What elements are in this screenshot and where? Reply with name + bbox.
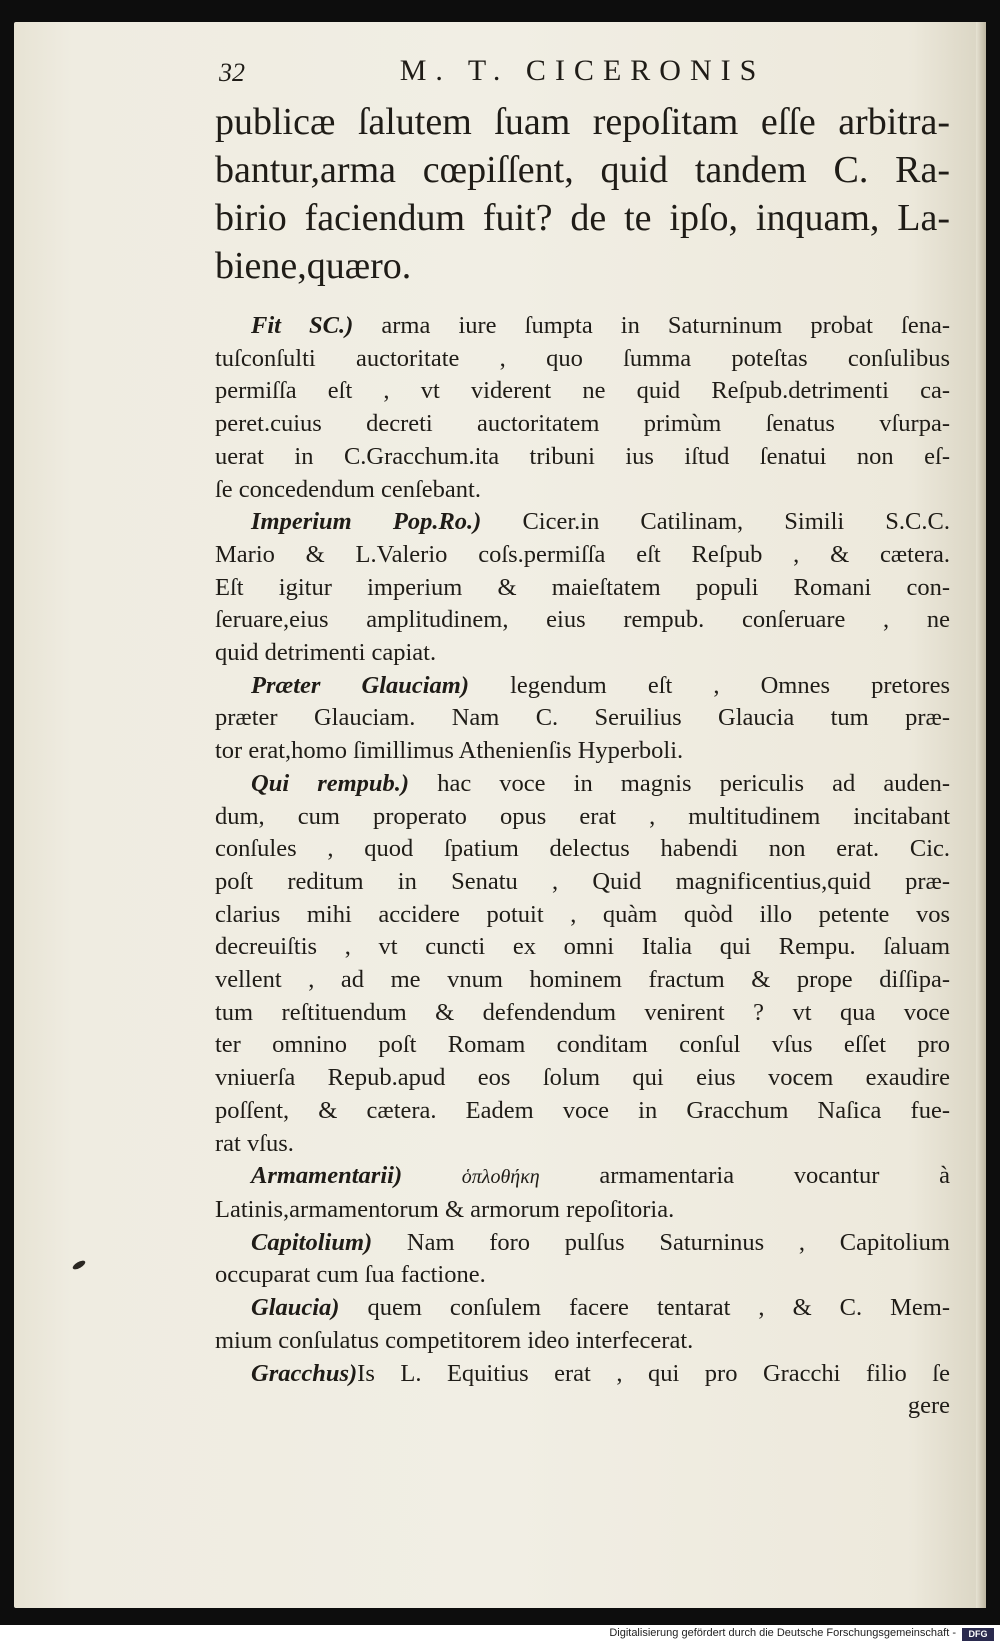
commentary-note bbox=[215, 1227, 950, 1292]
main-text-line: publicæ ſalutem ſuam repoſitam eſſe arbitra- bbox=[215, 101, 950, 143]
page-edge bbox=[976, 22, 986, 1608]
note-line: poſt reditum in Senatu , Quid magnificentius,quid præ- bbox=[215, 867, 950, 895]
note-text: arma iure ſumpta in Saturninum probat ſena- bbox=[353, 312, 950, 339]
note-lemma: Glaucia) bbox=[251, 1294, 340, 1322]
note-line: Eſt igitur imperium & maieſtatem populi Romani con- bbox=[215, 573, 950, 601]
note-line bbox=[215, 670, 950, 703]
note-line: Mario & L.Valerio coſs.permiſſa eſt Reſpub , & cætera. bbox=[215, 540, 950, 568]
dfg-logo: DFG bbox=[962, 1628, 994, 1641]
note-lemma: Armamentarii) bbox=[251, 1162, 403, 1190]
note-line: præter Glauciam. Nam C. Seruilius Glaucia tum præ- bbox=[215, 704, 950, 732]
note-lemma: Imperium Pop.Ro.) bbox=[251, 508, 482, 536]
page-text bbox=[215, 52, 950, 1423]
note-line bbox=[215, 768, 950, 801]
note-line: Latinis,armamentorum & armorum repoſitoria. bbox=[215, 1195, 675, 1223]
main-text-line: biene,quæro. bbox=[215, 245, 412, 287]
note-lemma: Præter Glauciam) bbox=[251, 671, 470, 699]
note-line: mium conſulatus competitorem ideo interfecerat. bbox=[215, 1326, 694, 1354]
main-text-line: birio faciendum fuit? de te ipſo, inquam, La- bbox=[215, 197, 950, 239]
note-line: decreuiſtis , vt cuncti ex omni Italia qui Rempu. ſaluam bbox=[215, 933, 950, 961]
commentary-note bbox=[215, 670, 950, 768]
note-line: ſeruare,eius amplitudinem, eius rempub. conſeruare , ne bbox=[215, 606, 950, 634]
commentary-note bbox=[215, 1358, 950, 1391]
note-lemma: Capitolium) bbox=[251, 1228, 373, 1256]
note-line: ter omnino poſt Romam conditam conſul vſus eſſet pro bbox=[215, 1031, 950, 1059]
footer-bar bbox=[0, 1625, 1000, 1645]
running-head bbox=[215, 52, 950, 98]
commentary-notes bbox=[215, 310, 950, 1423]
note-text: Cicer.in Catilinam, Simili S.C.C. bbox=[481, 508, 950, 536]
note-line: poſſent, & cætera. Eadem voce in Gracchum Naſica fue- bbox=[215, 1096, 950, 1124]
commentary-note bbox=[215, 506, 950, 670]
note-line: peret.cuius decreti auctoritatem primùm ſenatus vſurpa- bbox=[215, 410, 950, 438]
note-line: clarius mihi accidere potuit , quàm quòd illo petente vos bbox=[215, 900, 950, 928]
note-line: quid detrimenti capiat. bbox=[215, 639, 437, 667]
commentary-note bbox=[215, 1292, 950, 1357]
note-line: tuſconſulti auctoritate , quo ſumma poteſtas conſulibus bbox=[215, 344, 950, 372]
note-line: permiſſa eſt , vt viderent ne quid Reſpub.detrimenti ca- bbox=[215, 377, 950, 405]
note-line: tor erat,homo ſimillimus Athenienſis Hyperboli. bbox=[215, 737, 684, 765]
note-lemma: Fit SC.) bbox=[251, 312, 354, 339]
note-line: vellent , ad me vnum hominem fractum & prope diſſipa- bbox=[215, 966, 950, 994]
note-line: vniuerſa Repub.apud eos ſolum qui eius vocem exaudire bbox=[215, 1064, 950, 1092]
catchword: gere bbox=[907, 1392, 950, 1420]
note-text: Nam foro pulſus Saturninus , Capitolium bbox=[372, 1228, 950, 1256]
note-line bbox=[215, 310, 950, 343]
note-line: rat vſus. bbox=[215, 1129, 294, 1157]
note-line bbox=[215, 1292, 950, 1325]
note-line bbox=[215, 1227, 950, 1260]
note-line: tum reſtituendum & defendendum venirent ? vt qua voce bbox=[215, 998, 950, 1026]
commentary-note bbox=[215, 310, 950, 506]
main-text-line: bantur,arma cœpiſſent, quid tandem C. Ra- bbox=[215, 149, 950, 191]
greek-term: ὁπλοθήκη bbox=[461, 1166, 540, 1189]
note-line bbox=[215, 1358, 950, 1391]
note-lemma: Gracchus) bbox=[251, 1359, 358, 1387]
note-line: uerat in C.Gracchum.ita tribuni ius iſtud ſenatui non eſ- bbox=[215, 442, 950, 470]
note-text: quem conſulem facere tentarat , & C. Mem- bbox=[339, 1294, 950, 1322]
note-text: armamentaria vocantur à bbox=[539, 1162, 950, 1190]
note-lemma: Qui rempub.) bbox=[251, 769, 410, 797]
note-text: Is L. Equitius erat , qui pro Gracchi filio ſe bbox=[357, 1359, 950, 1387]
note-line: occuparat cum ſua factione. bbox=[215, 1261, 486, 1289]
note-text: hac voce in magnis periculis ad auden- bbox=[409, 769, 950, 797]
main-text bbox=[215, 98, 950, 290]
page-number: 32 bbox=[219, 58, 245, 87]
header-title: M. T. CICERONIS bbox=[399, 54, 766, 87]
note-line bbox=[215, 1160, 950, 1194]
note-line bbox=[215, 506, 950, 539]
note-line: dum, cum properato opus erat , multitudinem incitabant bbox=[215, 802, 950, 830]
note-line: conſules , quod ſpatium delectus habendi non erat. Cic. bbox=[215, 835, 950, 863]
note-text: legendum eſt , Omnes pretores bbox=[469, 671, 951, 699]
ink-smudge bbox=[71, 1259, 86, 1271]
commentary-note bbox=[215, 768, 950, 1160]
commentary-note bbox=[215, 1160, 950, 1226]
funding-note: Digitalisierung gefördert durch die Deutsche Forschungsgemeinschaft - bbox=[609, 1627, 956, 1639]
note-line: ſe concedendum cenſebant. bbox=[215, 475, 481, 503]
